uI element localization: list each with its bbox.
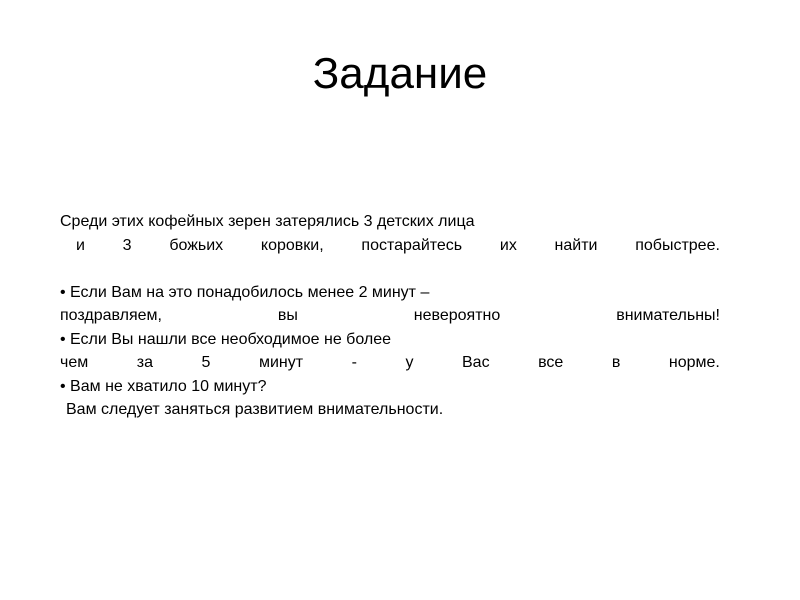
word: 5 (201, 354, 211, 371)
task-line-8: Вам следует заняться развитием внимательности. (66, 401, 444, 418)
word: все (538, 354, 564, 371)
word: внимательны! (616, 307, 720, 324)
word: коровки, (260, 236, 324, 254)
word: минут (258, 354, 304, 371)
word: 3 (122, 236, 132, 254)
word: найти (554, 236, 598, 254)
word: постарайтесь (361, 236, 463, 254)
blank-line (60, 257, 720, 281)
word: чем (60, 354, 89, 371)
word: вы (277, 307, 298, 324)
slide-body (60, 210, 720, 422)
task-line-2 (60, 234, 720, 258)
task-line-6 (60, 351, 720, 375)
word: Вас (462, 354, 490, 371)
word: - (351, 354, 357, 371)
slide-title: Задание (312, 49, 488, 98)
word: их (499, 236, 517, 254)
word: у (405, 354, 414, 371)
bullet-under-2-min: • Если Вам на это понадобилось менее 2 минут – (60, 283, 430, 301)
task-line-4 (60, 304, 720, 328)
task-line-1: Среди этих кофейных зерен затерялись 3 детских лица (60, 213, 475, 230)
word: и (76, 236, 85, 254)
bullet-under-5-min: • Если Вы нашли все необходимое не более (60, 330, 391, 348)
word: невероятно (413, 307, 501, 324)
word: в (611, 354, 621, 371)
word: норме. (668, 354, 720, 371)
word: поздравляем, (60, 307, 162, 324)
word: за (136, 354, 153, 371)
word: побыстрее. (635, 236, 720, 254)
word: божьих (169, 236, 224, 254)
bullet-over-10-min: • Вам не хватило 10 минут? (60, 377, 267, 395)
